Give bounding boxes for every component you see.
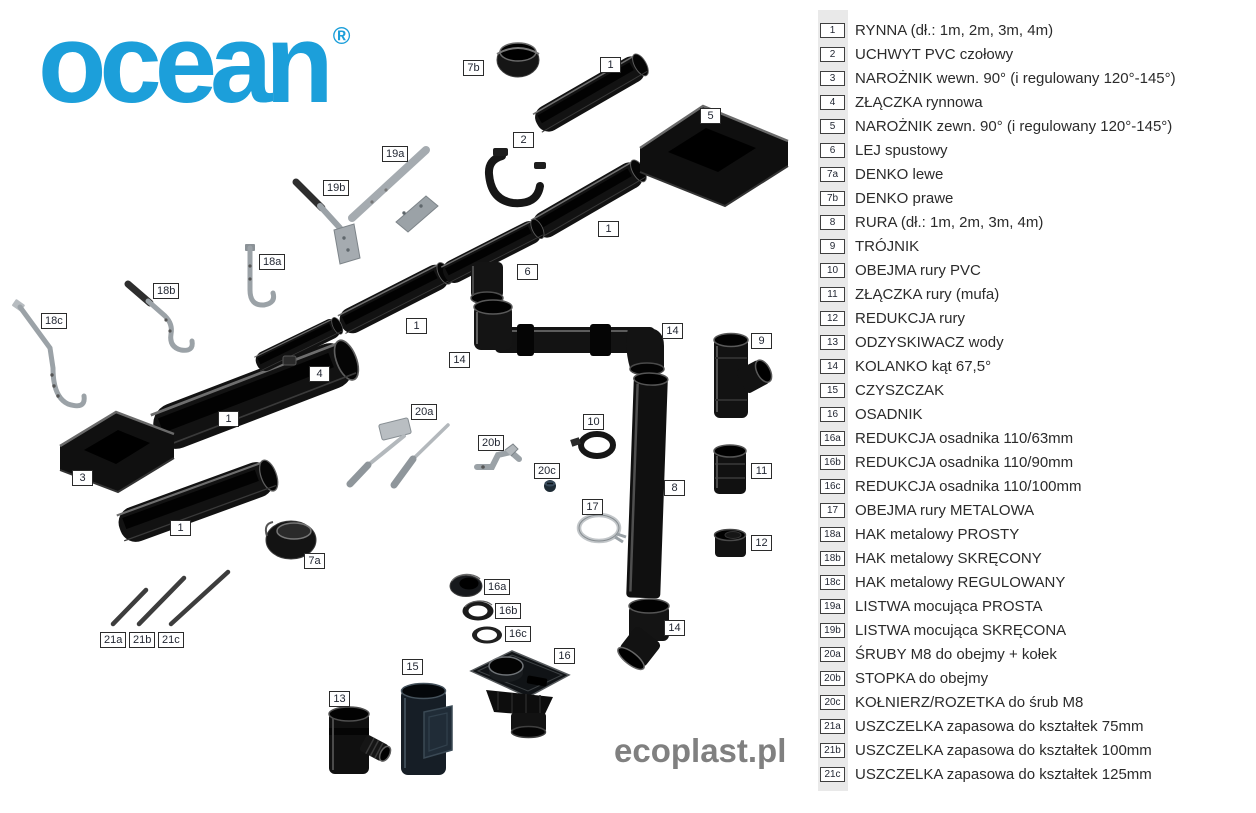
legend-item-number: 10 (820, 263, 845, 278)
legend-item-label: KOLANKO kąt 67,5° (855, 357, 992, 375)
part-callout: 18a (259, 254, 285, 270)
part-callout: 21b (129, 632, 155, 648)
legend-item (820, 690, 1083, 714)
legend-item-label: REDUKCJA osadnika 110/90mm (855, 453, 1074, 471)
legend-item-number: 19b (820, 623, 845, 638)
legend-item-number: 16a (820, 431, 845, 446)
legend-item-number: 12 (820, 311, 845, 326)
part-callout: 9 (751, 333, 772, 349)
screws-m8-icon (350, 418, 448, 485)
legend-item (820, 162, 943, 186)
part-callout: 21c (158, 632, 184, 648)
legend-item (820, 306, 965, 330)
part-callout: 1 (598, 221, 619, 237)
part-callout: 16c (505, 626, 531, 642)
legend-item-number: 18a (820, 527, 845, 542)
brand-logo-text: ocean (38, 1, 327, 126)
legend-item-label: LISTWA mocująca PROSTA (855, 597, 1043, 615)
legend-item (820, 378, 944, 402)
part-callout: 18c (41, 313, 67, 329)
part-callout: 1 (170, 520, 191, 536)
legend-item (820, 210, 1043, 234)
legend-item-number: 1 (820, 23, 845, 38)
part-callout: 19b (323, 180, 349, 196)
legend-item (820, 426, 1073, 450)
legend-item-label: ZŁĄCZKA rury (mufa) (855, 285, 1000, 303)
legend-item (820, 498, 1034, 522)
legend-item-number: 11 (820, 287, 845, 302)
legend-item-number: 7a (820, 167, 845, 182)
part-callout: 7b (463, 60, 484, 76)
legend-item-number: 18c (820, 575, 845, 590)
part-callout: 13 (329, 691, 350, 707)
metal-hook-straight-icon (245, 244, 274, 305)
legend-item-number: 16c (820, 479, 845, 494)
part-callout: 6 (517, 264, 538, 280)
legend-item-label: NAROŻNIK wewn. 90° (i regulowany 120°-145°) (855, 69, 1176, 87)
legend-item (820, 18, 1053, 42)
elbow-bottom-icon (615, 599, 669, 673)
part-callout: 14 (662, 323, 683, 339)
part-callout: 16b (495, 603, 521, 619)
pipe-clamp-pvc-icon (570, 434, 613, 456)
legend-item-number: 21a (820, 719, 845, 734)
part-callout: 4 (309, 366, 330, 382)
mounting-strip-straight-icon (352, 150, 438, 232)
legend-item (820, 186, 953, 210)
part-callout: 12 (751, 535, 772, 551)
legend-item (820, 570, 1065, 594)
legend-item-label: USZCZELKA zapasowa do kształtek 125mm (855, 765, 1152, 783)
bracket-foot-icon (477, 444, 519, 469)
legend-item-label: USZCZELKA zapasowa do kształtek 100mm (855, 741, 1152, 759)
part-callout: 11 (751, 463, 772, 479)
gaskets-icon (113, 572, 228, 624)
legend-item-number: 14 (820, 359, 845, 374)
part-callout: 10 (583, 414, 604, 430)
legend-item-number: 7b (820, 191, 845, 206)
part-callout: 14 (664, 620, 685, 636)
legend-item-label: DENKO prawe (855, 189, 954, 207)
part-callout: 1 (406, 318, 427, 334)
legend-item-label: RURA (dł.: 1m, 2m, 3m, 4m) (855, 213, 1044, 231)
downspout-funnel-icon (439, 216, 547, 304)
legend-item (820, 114, 1172, 138)
part-callout: 20a (411, 404, 437, 420)
part-callout: 1 (218, 411, 239, 427)
part-callout: 17 (582, 499, 603, 515)
legend-item-label: UCHWYT PVC czołowy (855, 45, 1014, 63)
outer-corner-icon (640, 106, 788, 206)
site-watermark: ecoplast.pl (614, 732, 787, 769)
legend-item-label: OBEJMA rury METALOWA (855, 501, 1035, 519)
legend-item-number: 20b (820, 671, 845, 686)
reduction-ring-63-icon (450, 574, 482, 596)
part-callout: 16 (554, 648, 575, 664)
legend-item-number: 20c (820, 695, 845, 710)
legend-item (820, 234, 919, 258)
legend-item-label: LEJ spustowy (855, 141, 948, 159)
legend-item (820, 138, 948, 162)
part-callout: 19a (382, 146, 408, 162)
legend-item-label: ODZYSKIWACZ wody (855, 333, 1004, 351)
legend-item-label: HAK metalowy SKRĘCONY (855, 549, 1042, 567)
legend-item (820, 546, 1042, 570)
legend-item-label: OSADNIK (855, 405, 923, 423)
part-callout: 3 (72, 470, 93, 486)
legend-item-number: 13 (820, 335, 845, 350)
screw-collar-icon (544, 480, 556, 492)
legend-item-label: OBEJMA rury PVC (855, 261, 981, 279)
legend-item-number: 21c (820, 767, 845, 782)
legend-item-label: KOŁNIERZ/ROZETKA do śrub M8 (855, 693, 1084, 711)
legend-item-label: REDUKCJA rury (855, 309, 966, 327)
legend-item-number: 6 (820, 143, 845, 158)
metal-hook-twisted-icon (128, 284, 192, 350)
legend-item-number: 21b (820, 743, 845, 758)
part-callout: 14 (449, 352, 470, 368)
legend-item-label: CZYSZCZAK (855, 381, 945, 399)
registered-trademark-icon: ® (332, 23, 351, 50)
part-callout: 15 (402, 659, 423, 675)
legend-item (820, 594, 1043, 618)
gutter-bracket-icon (489, 148, 546, 203)
part-callout: 20b (478, 435, 504, 451)
part-callout: 8 (664, 480, 685, 496)
legend-item-number: 5 (820, 119, 845, 134)
legend-item-label: REDUKCJA osadnika 110/63mm (855, 429, 1074, 447)
legend-item-label: TRÓJNIK (855, 237, 920, 255)
pipe-clamp-metal-icon (579, 515, 626, 542)
legend-item-label: ZŁĄCZKA rynnowa (855, 93, 983, 111)
legend-item-label: RYNNA (dł.: 1m, 2m, 3m, 4m) (855, 21, 1054, 39)
legend-item-number: 16 (820, 407, 845, 422)
water-collector-icon (329, 707, 393, 774)
brand-logo (38, 1, 351, 126)
part-callout: 2 (513, 132, 534, 148)
legend-item-number: 3 (820, 71, 845, 86)
part-callout: 7a (304, 553, 325, 569)
legend-item-label: STOPKA do obejmy (855, 669, 989, 687)
part-callout: 20c (534, 463, 560, 479)
legend-item (820, 642, 1057, 666)
legend-item-label: DENKO lewe (855, 165, 944, 183)
legend-item-number: 20a (820, 647, 845, 662)
legend-item (820, 522, 1019, 546)
legend-item (820, 714, 1143, 738)
legend-item-number: 15 (820, 383, 845, 398)
elbow-assembly-icon (474, 300, 664, 375)
legend-item (820, 666, 988, 690)
end-cap-left-icon (266, 521, 316, 559)
legend-item-number: 4 (820, 95, 845, 110)
reduction-ring-90-icon (463, 601, 494, 620)
legend-item-label: REDUKCJA osadnika 110/100mm (855, 477, 1082, 495)
legend-item (820, 42, 1013, 66)
legend-item-number: 18b (820, 551, 845, 566)
part-callout: 16a (484, 579, 510, 595)
pipe-reduction-icon (715, 530, 747, 558)
part-callout: 5 (700, 108, 721, 124)
legend-item-label: ŚRUBY M8 do obejmy + kołek (855, 645, 1057, 663)
legend-item (820, 90, 983, 114)
legend-item-number: 16b (820, 455, 845, 470)
part-callout: 1 (600, 57, 621, 73)
legend-item (820, 474, 1082, 498)
legend-item-label: NAROŻNIK zewn. 90° (i regulowany 120°-145°) (855, 117, 1173, 135)
legend-item-number: 19a (820, 599, 845, 614)
legend-item (820, 618, 1066, 642)
part-callout: 18b (153, 283, 179, 299)
legend-item (820, 330, 1004, 354)
legend-item-number: 8 (820, 215, 845, 230)
legend-item (820, 258, 981, 282)
pipe-connector-icon (714, 445, 746, 494)
legend-item (820, 738, 1152, 762)
cleanout-icon (401, 684, 452, 776)
legend-item (820, 402, 923, 426)
part-callout: 21a (100, 632, 126, 648)
legend-item-number: 9 (820, 239, 845, 254)
legend-item (820, 66, 1176, 90)
tee-icon (714, 334, 775, 419)
metal-hook-adjustable-icon (12, 299, 85, 406)
legend-item-label: HAK metalowy PROSTY (855, 525, 1020, 543)
catch-basin-icon (471, 651, 569, 738)
downpipe-icon (626, 372, 668, 598)
legend-item-label: LISTWA mocująca SKRĘCONA (855, 621, 1067, 639)
legend-item (820, 762, 1152, 786)
legend-item-label: USZCZELKA zapasowa do kształtek 75mm (855, 717, 1144, 735)
legend-item (820, 450, 1073, 474)
legend-item-number: 17 (820, 503, 845, 518)
legend-item (820, 282, 999, 306)
end-cap-right-icon (497, 43, 539, 77)
legend-item (820, 354, 991, 378)
mounting-strip-twisted-icon (296, 182, 360, 264)
reduction-ring-100-icon (472, 627, 502, 644)
legend-item-label: HAK metalowy REGULOWANY (855, 573, 1066, 591)
legend-item-number: 2 (820, 47, 845, 62)
